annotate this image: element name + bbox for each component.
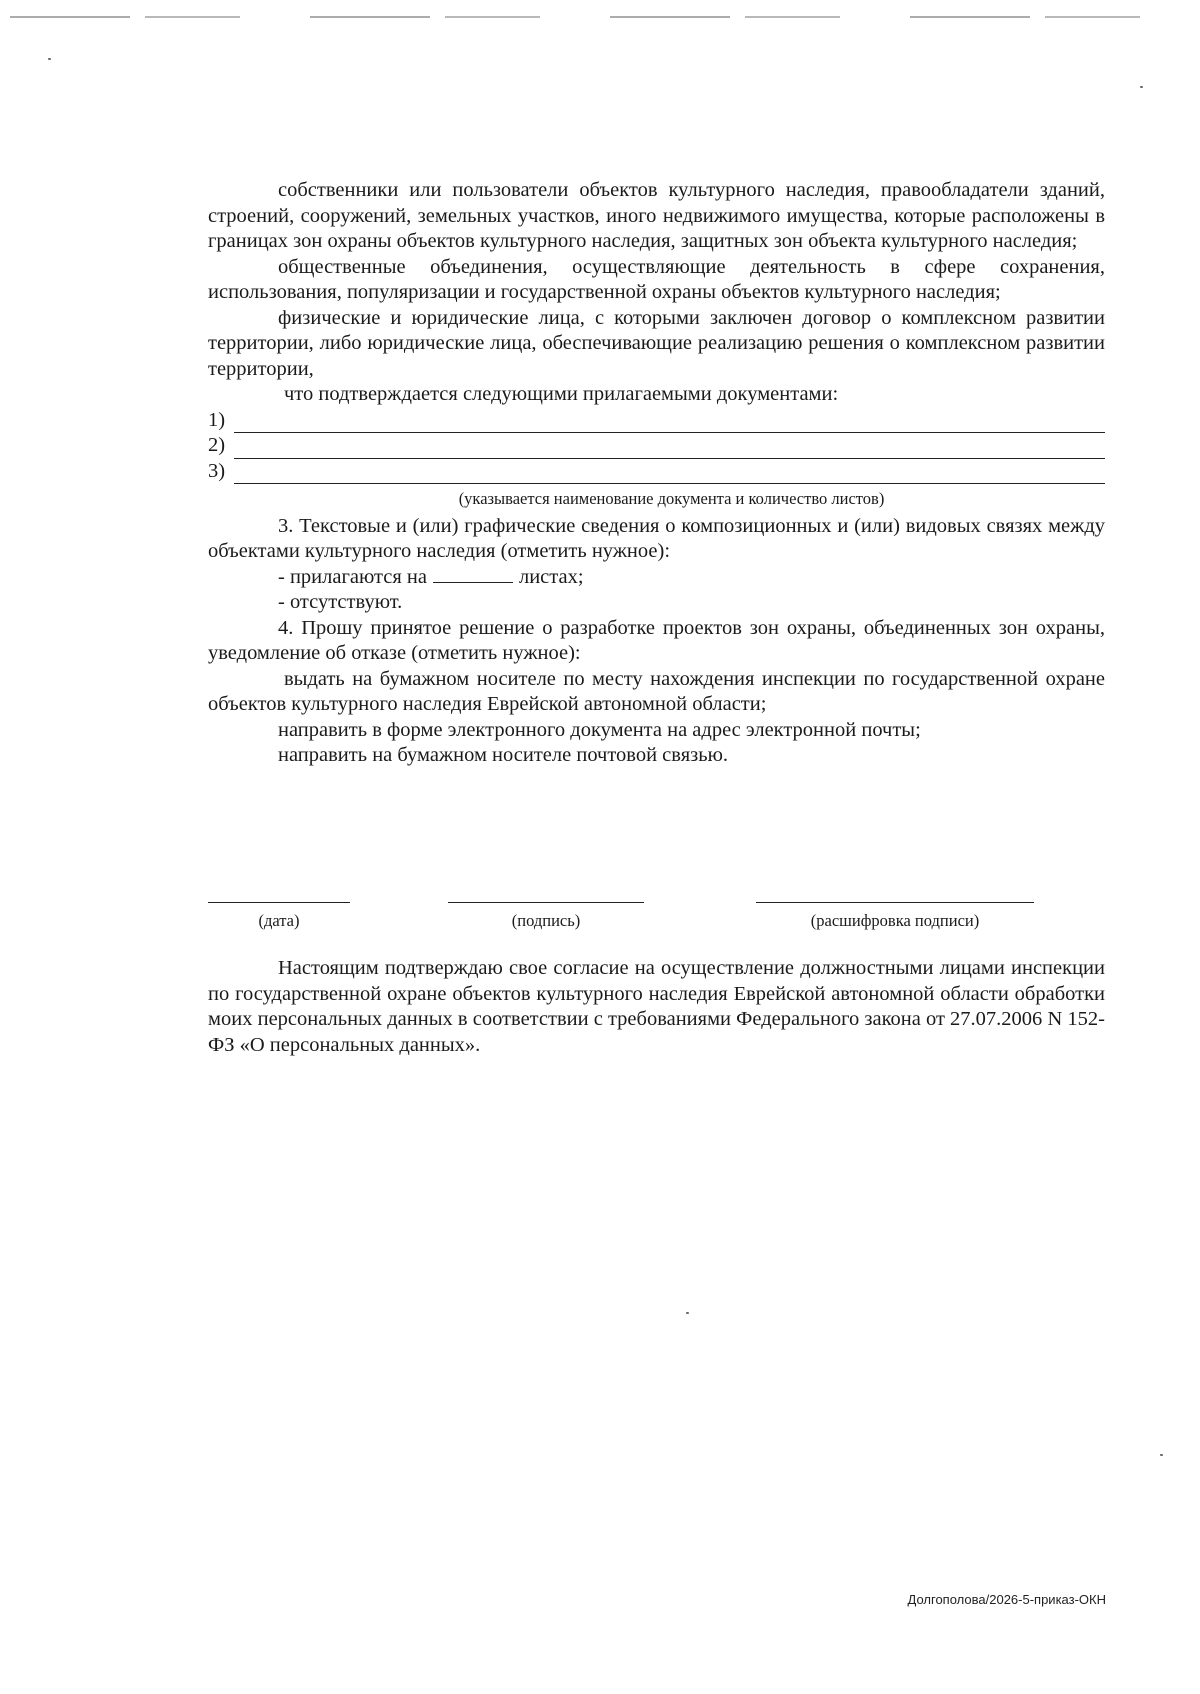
scan-speck: [48, 58, 51, 60]
item-4-option-email[interactable]: направить в форме электронного документа на адрес электронной почты;: [278, 718, 921, 741]
document-line-number: 2): [208, 434, 226, 456]
signature-rule: [448, 902, 644, 903]
document-body: [208, 178, 1105, 769]
document-line-number: 1): [208, 408, 226, 431]
consent-paragraph: Настоящим подтверждаю свое согласие на осуществление должностными лицами инспекции по государственной охране объектов культурного наследия Еврейской автономной области обработки моих персональных данных в соответствии с требованиями Федерального закона от 27.07.2006 N 152-ФЗ «О персональных данных».: [208, 957, 1105, 1056]
item-3-attached-suffix: листах;: [518, 565, 584, 588]
scan-speck: [1140, 86, 1143, 88]
document-lines-caption: (указывается наименование документа и количество листов): [458, 489, 885, 508]
paragraph-owners: собственники или пользователи объектов культурного наследия, правообладатели зданий, строений, сооружений, земельных участков, иного недвижимого имущества, которые расположены в границах зон охраны объектов культурного наследия, защитных зон объекта культурного наследия;: [208, 179, 1105, 252]
signature-label: (подпись): [511, 911, 581, 930]
paragraph-associations: общественные объединения, осуществляющие деятельность в сфере сохранения, использования, популяризации и государственной охраны объектов культурного наследия;: [208, 255, 1105, 303]
document-line-rule: [234, 467, 1105, 484]
item-3-option-attached[interactable]: [208, 565, 1105, 591]
date-rule: [208, 902, 350, 903]
paragraph-persons: физические и юридические лица, с которыми заключен договор о комплексном развитии территории, либо юридические лица, обеспечивающие реализацию решения о комплексном развитии территории,: [208, 306, 1105, 380]
document-line-3[interactable]: [208, 459, 1105, 485]
item-4-option-paper[interactable]: выдать на бумажном носителе по месту нахождения инспекции по государственной охране объектов культурного наследия Еврейской автономной области;: [208, 667, 1105, 715]
paragraph-confirmed: что подтверждается следующими прилагаемыми документами:: [284, 383, 839, 405]
signature-transcript-field[interactable]: [756, 902, 1034, 931]
scan-artifact-top-line: [10, 16, 1190, 18]
scan-speck: [686, 1312, 689, 1314]
document-line-1[interactable]: [208, 408, 1105, 434]
document-line-rule: [234, 442, 1105, 459]
consent-block: [208, 956, 1105, 1058]
document-line-number: 3): [208, 459, 226, 482]
transcript-rule: [756, 902, 1034, 903]
item-3-text: 3. Текстовые и (или) графические сведения о композиционных и (или) видовых связях между объектами культурного наследия (отметить нужное):: [208, 514, 1105, 562]
sheets-count-blank[interactable]: [433, 566, 513, 583]
document-line-rule: [234, 416, 1105, 433]
scan-speck: [1160, 1454, 1163, 1456]
item-4-option-post[interactable]: направить на бумажном носителе почтовой связью.: [278, 744, 729, 766]
item-4-text: 4. Прошу принятое решение о разработке проектов зон охраны, объединенных зон охраны, уведомление об отказе (отметить нужное):: [208, 616, 1105, 664]
document-line-2[interactable]: [208, 433, 1105, 459]
item-3-attached-prefix: - прилагаются на: [278, 565, 427, 588]
signature-row: [208, 902, 1105, 942]
date-label: (дата): [258, 911, 300, 930]
signature-date-field[interactable]: [208, 902, 350, 931]
transcript-label: (расшифровка подписи): [810, 911, 980, 930]
signature-sign-field[interactable]: [448, 902, 644, 931]
item-3-option-absent[interactable]: - отсутствуют.: [278, 591, 403, 613]
footer-reference: Долгополова/2026-5-приказ-ОКН: [907, 1592, 1106, 1607]
